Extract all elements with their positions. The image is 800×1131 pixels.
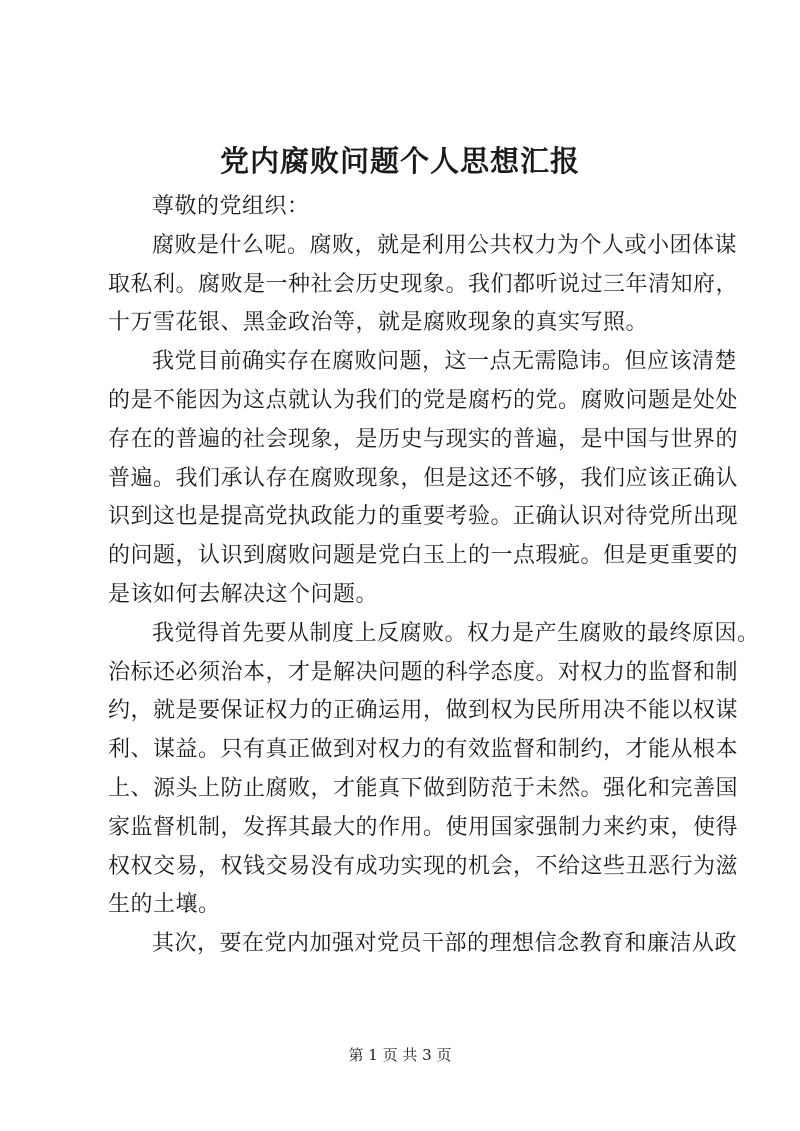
paragraph-line: 家监督机制，发挥其最大的作用。使用国家强制力来约束，使得 [108, 814, 739, 840]
paragraph-line: 我党目前确实存在腐败问题，这一点无需隐讳。但应该清楚 [152, 349, 738, 375]
paragraph-line: 存在的普遍的社会现象，是历史与现实的普遍，是中国与世界的 [108, 426, 739, 452]
paragraph-line: 十万雪花银、黑金政治等，就是腐败现象的真实写照。 [108, 310, 649, 336]
paragraph-line: 取私利。腐败是一种社会历史现象。我们都听说过三年清知府， [108, 271, 739, 297]
salutation-line: 尊敬的党组织： [152, 194, 310, 219]
paragraph-line: 其次，要在党内加强对党员干部的理想信念教育和廉洁从政 [152, 931, 738, 957]
paragraph-line: 识到这也是提高党执政能力的重要考验。正确认识对待党所出现 [108, 504, 739, 530]
paragraph-line: 的问题，认识到腐败问题是党白玉上的一点瑕疵。但是更重要的 [108, 543, 739, 569]
paragraph-line: 的是不能因为这点就认为我们的党是腐朽的党。腐败问题是处处 [108, 387, 739, 413]
paragraph-line: 约，就是要保证权力的正确运用，做到权为民所用决不能以权谋 [108, 698, 739, 724]
paragraph-line: 治标还必须治本，才是解决问题的科学态度。对权力的监督和制 [108, 659, 739, 685]
paragraph-line: 是该如何去解决这个问题。 [108, 581, 379, 607]
document-title: 党内腐败问题个人思想汇报 [219, 144, 580, 178]
paragraph-line: 利、谋益。只有真正做到对权力的有效监督和制约，才能从根本 [108, 737, 739, 763]
paragraph-line: 普遍。我们承认存在腐败现象，但是这还不够，我们应该正确认 [108, 465, 739, 491]
paragraph-line: 我觉得首先要从制度上反腐败。权力是产生腐败的最终原因。 [152, 620, 760, 646]
paragraph-line: 上、源头上防止腐败，才能真下做到防范于未然。强化和完善国 [108, 775, 739, 801]
paragraph-line: 腐败是什么呢。腐败，就是利用公共权力为个人或小团体谋 [152, 232, 738, 258]
document-body [108, 188, 760, 964]
paragraph-line: 生的土壤。 [108, 892, 221, 918]
paragraph-line: 权权交易，权钱交易没有成功实现的机会，不给这些丑恶行为滋 [108, 853, 739, 879]
page-footer: 第 1 页 共 3 页 [348, 1046, 452, 1064]
